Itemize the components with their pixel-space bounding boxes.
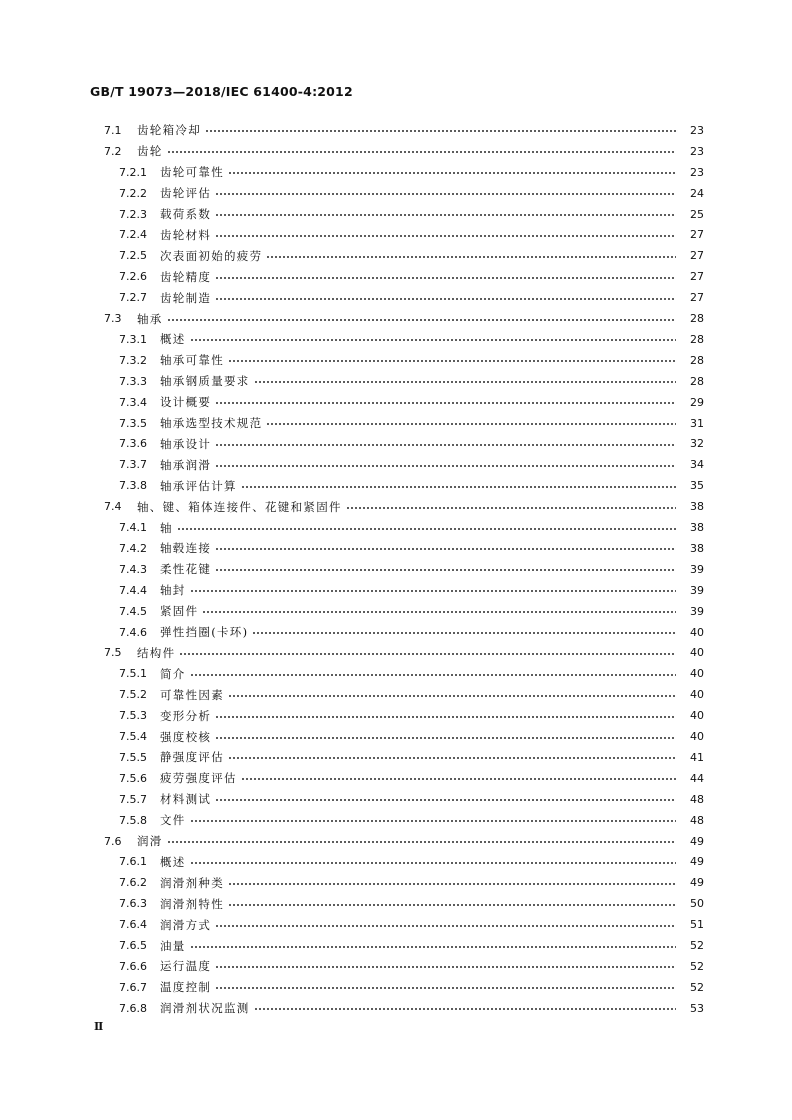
toc-entry-page: 38 — [690, 541, 704, 555]
toc-entry[interactable] — [0, 831, 792, 852]
toc-entry-title: 轴承钢质量要求 — [160, 374, 250, 389]
dot-leader — [215, 925, 676, 927]
toc-entry[interactable] — [0, 726, 792, 747]
toc-entry-title: 齿轮箱冷却 — [137, 123, 201, 138]
toc-entry-number: 7.6.2 — [119, 876, 147, 890]
toc-entry-number: 7.4 — [104, 500, 122, 514]
toc-entry[interactable] — [0, 998, 792, 1019]
toc-entry-number: 7.2.2 — [119, 186, 147, 200]
page-number: Ⅱ — [94, 1020, 104, 1033]
toc-entry[interactable] — [0, 977, 792, 998]
toc-entry-number: 7.2.1 — [119, 165, 147, 179]
dot-leader — [215, 548, 676, 550]
toc-entry-title: 轴承设计 — [160, 436, 212, 451]
toc-entry-page: 53 — [690, 1001, 704, 1015]
dot-leader — [215, 277, 676, 279]
toc-entry-page: 39 — [690, 562, 704, 576]
toc-entry-number: 7.2.4 — [119, 228, 147, 242]
toc-entry-title: 次表面初始的疲劳 — [160, 248, 263, 263]
dot-leader — [215, 465, 676, 467]
toc-entry-number: 7.6.3 — [119, 897, 147, 911]
toc-entry-page: 40 — [690, 667, 704, 681]
toc-entry[interactable] — [0, 287, 792, 308]
toc-entry-number: 7.2.3 — [119, 207, 147, 221]
toc-entry[interactable] — [0, 622, 792, 643]
toc-entry-title: 设计概要 — [160, 395, 212, 410]
toc-entry-page: 38 — [690, 521, 704, 535]
toc-entry-page: 41 — [690, 750, 704, 764]
toc-entry-title: 齿轮可靠性 — [160, 165, 224, 180]
toc-entry[interactable] — [0, 935, 792, 956]
toc-entry[interactable] — [0, 643, 792, 664]
dot-leader — [215, 716, 676, 718]
toc-entry[interactable] — [0, 496, 792, 517]
toc-entry[interactable] — [0, 266, 792, 287]
toc-entry[interactable] — [0, 517, 792, 538]
toc-entry[interactable] — [0, 120, 792, 141]
toc-entry-title: 紧固件 — [160, 604, 199, 619]
toc-entry-page: 23 — [690, 144, 704, 158]
toc-entry-page: 49 — [690, 855, 704, 869]
toc-entry-number: 7.2.5 — [119, 249, 147, 263]
toc-entry-title: 柔性花键 — [160, 562, 212, 577]
toc-entry-title: 概述 — [160, 332, 186, 347]
toc-entry-title: 齿轮制造 — [160, 290, 212, 305]
toc-entry-page: 48 — [690, 792, 704, 806]
toc-entry-title: 轴承可靠性 — [160, 353, 224, 368]
dot-leader — [190, 590, 676, 592]
toc-entry[interactable] — [0, 747, 792, 768]
toc-entry-title: 运行温度 — [160, 959, 212, 974]
toc-entry-title: 概述 — [160, 854, 186, 869]
toc-entry[interactable] — [0, 872, 792, 893]
toc-entry-title: 润滑 — [137, 834, 163, 849]
toc-entry[interactable] — [0, 956, 792, 977]
toc-entry[interactable] — [0, 601, 792, 622]
toc-entry-page: 27 — [690, 249, 704, 263]
toc-entry[interactable] — [0, 350, 792, 371]
toc-entry-title: 轴承润滑 — [160, 457, 212, 472]
toc-entry-number: 7.3.5 — [119, 416, 147, 430]
dot-leader — [167, 319, 676, 321]
toc-entry-number: 7.3.8 — [119, 479, 147, 493]
toc-entry-number: 7.6.5 — [119, 939, 147, 953]
toc-entry-number: 7.6.1 — [119, 855, 147, 869]
dot-leader — [190, 820, 676, 822]
toc-entry-page: 40 — [690, 688, 704, 702]
toc-entry-number: 7.6.6 — [119, 959, 147, 973]
toc-entry[interactable] — [0, 559, 792, 580]
toc-entry-title: 轴封 — [160, 583, 186, 598]
toc-entry-page: 52 — [690, 939, 704, 953]
toc-entry-title: 齿轮评估 — [160, 186, 212, 201]
toc-entry-page: 31 — [690, 416, 704, 430]
toc-entry[interactable] — [0, 329, 792, 350]
toc-entry-title: 轴毂连接 — [160, 541, 212, 556]
toc-entry-title: 静强度评估 — [160, 750, 224, 765]
toc-entry-number: 7.5.3 — [119, 709, 147, 723]
toc-entry-page: 23 — [690, 123, 704, 137]
toc-entry-page: 28 — [690, 332, 704, 346]
toc-entry-page: 39 — [690, 583, 704, 597]
toc-entry-page: 28 — [690, 353, 704, 367]
document-header: GB/T 19073—2018/IEC 61400-4:2012 — [90, 84, 353, 99]
toc-entry-title: 载荷系数 — [160, 207, 212, 222]
toc-entry-page: 39 — [690, 604, 704, 618]
toc-entry-page: 27 — [690, 291, 704, 305]
dot-leader — [215, 193, 676, 195]
dot-leader — [215, 402, 676, 404]
dot-leader — [215, 966, 676, 968]
toc-entry[interactable] — [0, 454, 792, 475]
toc-entry[interactable] — [0, 893, 792, 914]
toc-entry-page: 27 — [690, 270, 704, 284]
dot-leader — [205, 130, 676, 132]
toc-entry-title: 齿轮 — [137, 144, 163, 159]
dot-leader — [177, 528, 676, 530]
toc-entry-number: 7.4.1 — [119, 521, 147, 535]
toc-entry-title: 齿轮材料 — [160, 227, 212, 242]
toc-entry[interactable] — [0, 852, 792, 873]
dot-leader — [228, 904, 676, 906]
toc-entry-number: 7.3.7 — [119, 458, 147, 472]
toc-entry-page: 23 — [690, 165, 704, 179]
toc-entry-title: 材料测试 — [160, 792, 212, 807]
toc-entry-title: 温度控制 — [160, 980, 212, 995]
toc-entry-number: 7.5.5 — [119, 750, 147, 764]
toc-entry-number: 7.5.1 — [119, 667, 147, 681]
toc-entry-number: 7.6.7 — [119, 980, 147, 994]
toc-entry-page: 34 — [690, 458, 704, 472]
dot-leader — [202, 611, 676, 613]
toc-entry-number: 7.4.3 — [119, 562, 147, 576]
toc-entry-page: 24 — [690, 186, 704, 200]
toc-entry-page: 28 — [690, 312, 704, 326]
toc-entry-page: 29 — [690, 395, 704, 409]
toc-entry[interactable] — [0, 914, 792, 935]
dot-leader — [215, 569, 676, 571]
toc-entry-number: 7.6.8 — [119, 1001, 147, 1015]
toc-entry[interactable] — [0, 225, 792, 246]
dot-leader — [228, 360, 676, 362]
toc-entry-number: 7.3.3 — [119, 374, 147, 388]
toc-entry-number: 7.5.8 — [119, 813, 147, 827]
toc-entry-number: 7.3.2 — [119, 353, 147, 367]
toc-entry-title: 润滑方式 — [160, 917, 212, 932]
toc-entry[interactable] — [0, 705, 792, 726]
toc-entry-number: 7.4.6 — [119, 625, 147, 639]
toc-entry-number: 7.4.4 — [119, 583, 147, 597]
dot-leader — [228, 695, 676, 697]
toc-entry-title: 齿轮精度 — [160, 269, 212, 284]
toc-entry-title: 轴承评估计算 — [160, 478, 237, 493]
toc-entry[interactable] — [0, 308, 792, 329]
dot-leader — [179, 653, 676, 655]
toc-entry[interactable] — [0, 789, 792, 810]
toc-entry[interactable] — [0, 580, 792, 601]
toc-entry-page: 40 — [690, 709, 704, 723]
toc-entry-title: 弹性挡圈(卡环) — [160, 625, 249, 640]
dot-leader — [228, 172, 676, 174]
dot-leader — [215, 987, 676, 989]
dot-leader — [266, 256, 676, 258]
toc-entry-title: 润滑剂种类 — [160, 875, 224, 890]
toc-entry[interactable] — [0, 768, 792, 789]
toc-entry-number: 7.3 — [104, 312, 122, 326]
toc-entry-title: 可靠性因素 — [160, 687, 224, 702]
toc-entry-number: 7.3.6 — [119, 437, 147, 451]
dot-leader — [190, 674, 676, 676]
toc-entry-number: 7.1 — [104, 123, 122, 137]
dot-leader — [228, 883, 676, 885]
toc-entry-title: 疲劳强度评估 — [160, 771, 237, 786]
toc-entry[interactable] — [0, 392, 792, 413]
dot-leader — [254, 381, 676, 383]
toc-entry-title: 变形分析 — [160, 708, 212, 723]
dot-leader — [215, 799, 676, 801]
toc-entry-number: 7.6 — [104, 834, 122, 848]
toc-entry-title: 文件 — [160, 813, 186, 828]
toc-entry[interactable] — [0, 810, 792, 831]
toc-entry-number: 7.5.4 — [119, 730, 147, 744]
dot-leader — [190, 946, 676, 948]
toc-entry-page: 48 — [690, 813, 704, 827]
toc-entry-title: 润滑剂特性 — [160, 896, 224, 911]
dot-leader — [190, 862, 676, 864]
toc-entry-title: 强度校核 — [160, 729, 212, 744]
toc-entry-number: 7.2.6 — [119, 270, 147, 284]
toc-entry-title: 润滑剂状况监测 — [160, 1001, 250, 1016]
toc-entry-number: 7.5.2 — [119, 688, 147, 702]
dot-leader — [215, 214, 676, 216]
toc-entry-number: 7.3.4 — [119, 395, 147, 409]
toc-entry-page: 52 — [690, 959, 704, 973]
toc-entry-page: 49 — [690, 876, 704, 890]
dot-leader — [252, 632, 676, 634]
toc-entry[interactable] — [0, 245, 792, 266]
toc-entry-page: 44 — [690, 771, 704, 785]
toc-entry-title: 轴承选型技术规范 — [160, 416, 263, 431]
toc-entry-number: 7.5.6 — [119, 771, 147, 785]
toc-entry-title: 轴、键、箱体连接件、花键和紧固件 — [137, 499, 342, 514]
toc-entry[interactable] — [0, 183, 792, 204]
dot-leader — [215, 298, 676, 300]
toc-entry[interactable] — [0, 162, 792, 183]
dot-leader — [215, 444, 676, 446]
toc-entry-page: 35 — [690, 479, 704, 493]
toc-entry[interactable] — [0, 204, 792, 225]
dot-leader — [346, 507, 676, 509]
dot-leader — [215, 235, 676, 237]
toc-entry[interactable] — [0, 538, 792, 559]
toc-entry-number: 7.5.7 — [119, 792, 147, 806]
dot-leader — [266, 423, 676, 425]
toc-entry-number: 7.6.4 — [119, 918, 147, 932]
toc-entry[interactable] — [0, 434, 792, 455]
toc-entry-page: 52 — [690, 980, 704, 994]
toc-entry[interactable] — [0, 141, 792, 162]
toc-entry-page: 40 — [690, 730, 704, 744]
toc-entry-page: 50 — [690, 897, 704, 911]
dot-leader — [167, 841, 676, 843]
toc-entry-page: 51 — [690, 918, 704, 932]
toc-entry-title: 油量 — [160, 938, 186, 953]
toc-entry[interactable] — [0, 371, 792, 392]
toc-entry-page: 40 — [690, 646, 704, 660]
toc-entry-title: 轴承 — [137, 311, 163, 326]
dot-leader — [254, 1008, 676, 1010]
toc-entry[interactable] — [0, 475, 792, 496]
toc-entry-number: 7.3.1 — [119, 332, 147, 346]
toc-entry[interactable] — [0, 663, 792, 684]
toc-entry[interactable] — [0, 413, 792, 434]
toc-entry-number: 7.4.5 — [119, 604, 147, 618]
toc-entry-page: 49 — [690, 834, 704, 848]
dot-leader — [241, 486, 676, 488]
dot-leader — [228, 757, 676, 759]
toc-entry-title: 轴 — [160, 520, 173, 535]
dot-leader — [190, 339, 676, 341]
dot-leader — [215, 737, 676, 739]
toc-entry-number: 7.5 — [104, 646, 122, 660]
toc-entry-number: 7.2.7 — [119, 291, 147, 305]
toc-entry-page: 28 — [690, 374, 704, 388]
toc-entry-number: 7.2 — [104, 144, 122, 158]
toc-entry-page: 32 — [690, 437, 704, 451]
toc-entry-page: 38 — [690, 500, 704, 514]
dot-leader — [167, 151, 676, 153]
toc-entry-title: 结构件 — [137, 645, 176, 660]
toc-entry-page: 27 — [690, 228, 704, 242]
toc-entry-title: 简介 — [160, 666, 186, 681]
dot-leader — [241, 778, 676, 780]
toc-entry-number: 7.4.2 — [119, 541, 147, 555]
toc-entry-page: 25 — [690, 207, 704, 221]
toc-entry[interactable] — [0, 684, 792, 705]
toc-entry-page: 40 — [690, 625, 704, 639]
